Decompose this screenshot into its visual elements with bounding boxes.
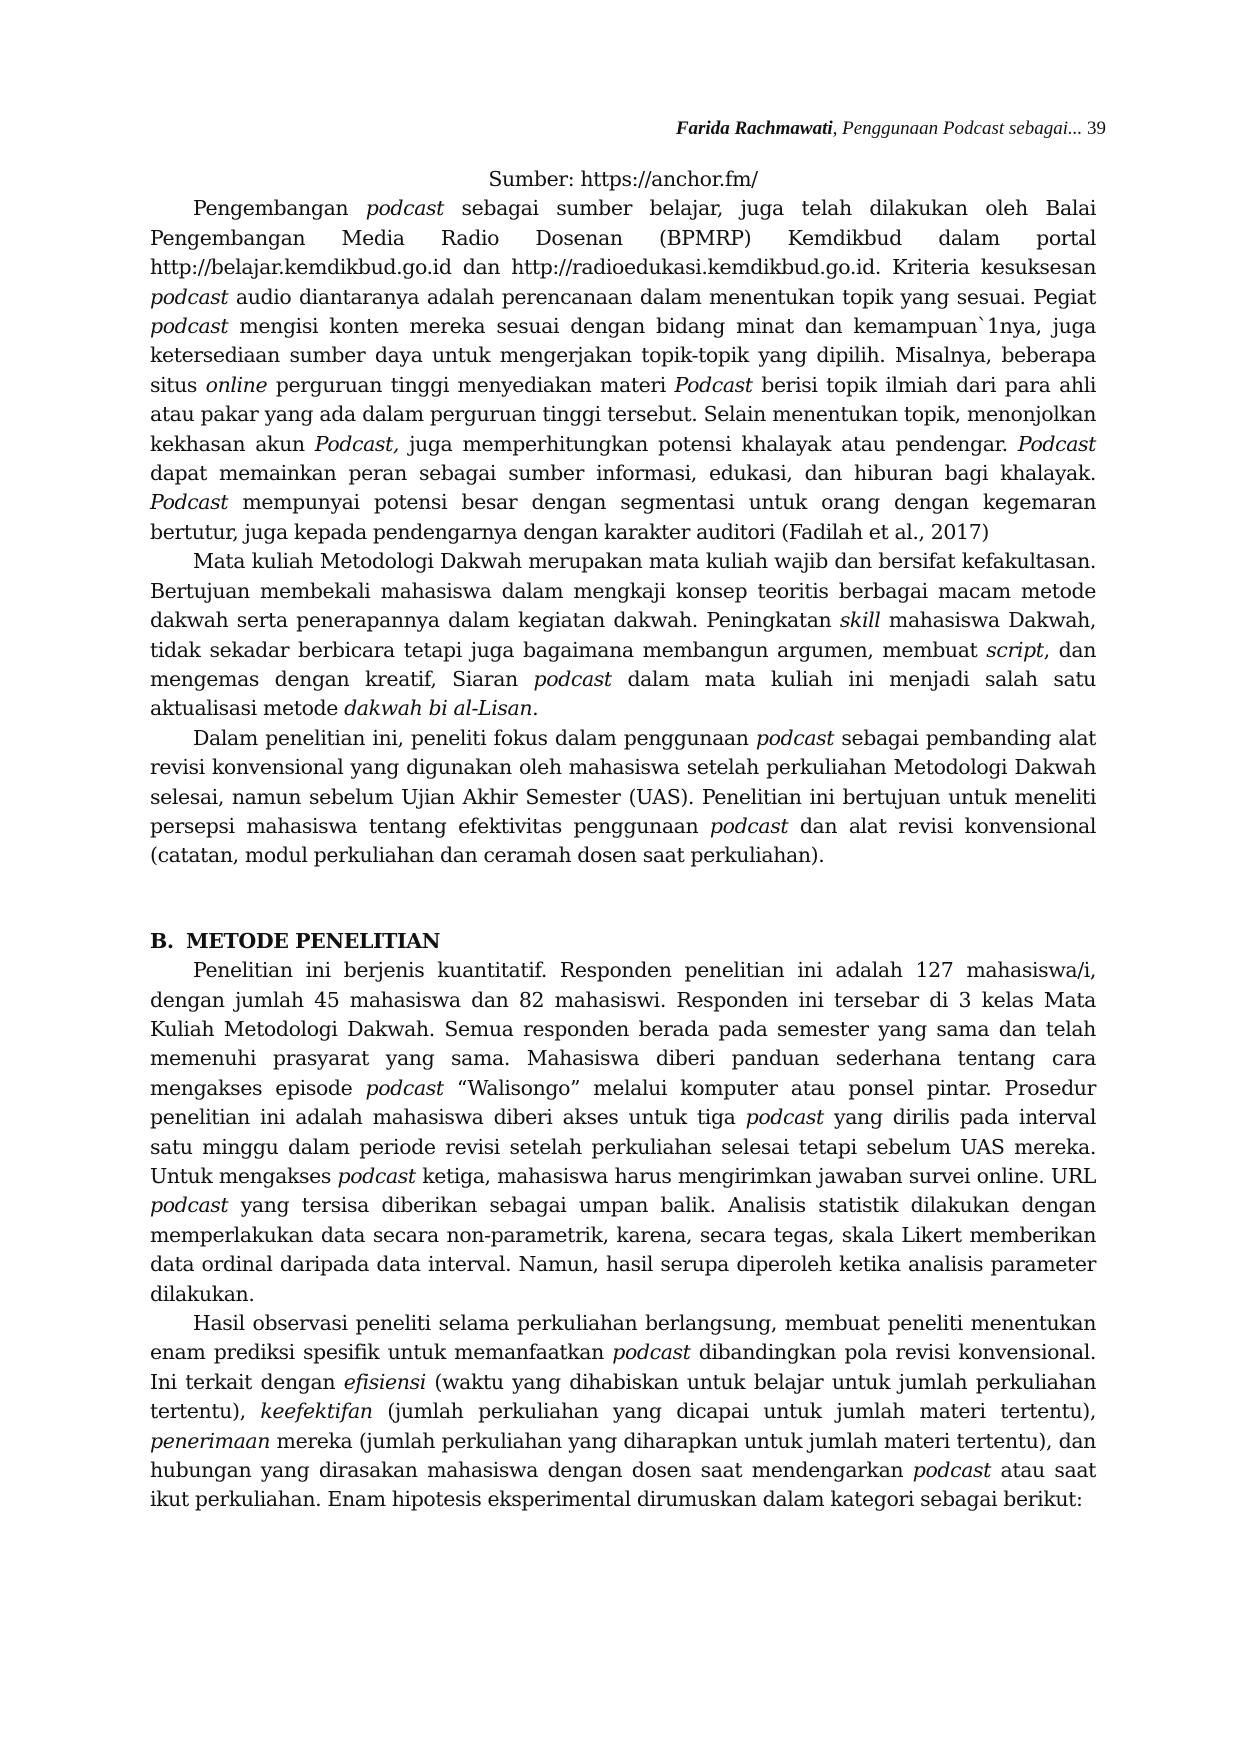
text-run: . <box>532 696 539 721</box>
italic-term: podcast <box>150 314 229 339</box>
text-run: dalam mata kuliah ini menjadi salah satu aktualisasi metode <box>150 666 1096 721</box>
text-run: dapat memainkan peran sebagai sumber informasi, edukasi, dan hiburan bagi khalayak. <box>150 461 1096 486</box>
text-run: atau saat ikut perkuliahan. Enam hipotesis eksperimental dirumuskan dalam kategori sebagai berikut: <box>150 1458 1096 1512</box>
paragraph <box>150 194 1096 547</box>
text-run: sebagai pembanding alat revisi konvensional yang digunakan oleh mahasiswa setelah perkuliahan Metodologi Dakwah selesai, namun sebelum Ujian Akhir Semester (UAS). Penelitian ini bertujuan untuk meneliti persepsi mahasiswa tentang efektivitas penggunaan <box>150 725 1096 838</box>
section-number: B. <box>150 928 174 953</box>
running-header <box>676 118 1106 140</box>
text-run: mempunyai potensi besar dengan segmentasi untuk orang dengan kegemaran bertutur, juga kepada pendengarnya dengan karakter auditori (Fadilah et al., 2017) <box>150 490 1096 544</box>
figure-source-caption: Sumber: https://anchor.fm/ <box>488 167 758 191</box>
text-run: mereka (jumlah perkuliahan yang diharapkan untuk jumlah materi tertentu), dan hubungan yang dirasakan mahasiswa dengan dosen saat mendengarkan <box>150 1428 1096 1483</box>
text-run: perguruan tinggi menyediakan materi <box>267 372 675 397</box>
intro-paragraphs <box>150 194 1096 870</box>
italic-term: podcast <box>337 1164 416 1188</box>
italic-term: podcast <box>912 1458 991 1483</box>
italic-term: podcast <box>533 666 612 691</box>
text-run: yang tersisa diberikan sebagai umpan balik. Analisis statistik dilakukan dengan memperlakukan data secara non-parametrik, karena, secara tegas, skala Likert memberikan data ordinal daripada data interval. Namun, hasil serupa diperoleh ketika analisis parameter dilakukan. <box>150 1193 1096 1306</box>
page-number: 39 <box>1087 118 1106 139</box>
italic-term: podcast <box>612 1340 691 1365</box>
body-text <box>150 165 1096 1515</box>
paragraph <box>150 1309 1096 1515</box>
italic-term: Podcast <box>150 490 229 515</box>
header-title: , Penggunaan Podcast sebagai... <box>832 118 1083 139</box>
italic-term: Podcast, <box>314 431 399 456</box>
italic-term: Podcast <box>1017 431 1096 456</box>
text-run: mahasiswa Dakwah, tidak sekadar berbicara tetapi juga bagaimana membangun argumen, membuat <box>150 608 1096 662</box>
text-run: dan alat revisi konvensional (catatan, modul perkuliahan dan ceramah dosen saat perkuliahan). <box>150 813 1096 868</box>
text-run: (waktu yang dihabiskan untuk belajar untuk jumlah perkuliahan tertentu), <box>150 1369 1097 1424</box>
paragraph <box>150 724 1096 871</box>
italic-term: podcast <box>365 1075 444 1100</box>
italic-term: podcast <box>745 1105 824 1130</box>
section-title: METODE PENELITIAN <box>186 928 441 953</box>
text-run: sebagai sumber belajar, juga telah dilakukan oleh Balai Pengembangan Media Radio Dosenan (BPMRP) Kemdikbud dalam portal http://belajar.kemdikbud.go.id dan http://radioedukasi.kemdikbud.go.id. Kriteria kesuksesan <box>150 196 1096 280</box>
italic-term: podcast <box>365 196 444 221</box>
italic-term: podcast <box>150 1193 229 1218</box>
header-author: Farida Rachmawati <box>675 118 833 139</box>
text-run: Mata kuliah Metodologi Dakwah merupakan mata kuliah wajib dan bersifat kefakultasan. Bertujuan membekali mahasiswa dalam mengkaji konsep teoritis berbagai macam metode dakwah serta penerapannya dalam kegiatan dakwah. Peningkatan <box>150 549 1096 633</box>
section-paragraphs <box>150 956 1096 1515</box>
text-run: yang dirilis pada interval satu minggu dalam periode revisi setelah perkuliahan selesai tetapi sebelum UAS mereka. Untuk mengakses <box>150 1105 1097 1188</box>
text-run: audio diantaranya adalah perencanaan dalam menentukan topik yang sesuai. Pegiat <box>228 284 1096 309</box>
italic-term: efisiensi <box>343 1369 426 1394</box>
paragraph <box>150 956 1096 1309</box>
text-run: dibandingkan pola revisi konvensional. Ini terkait dengan <box>150 1340 1097 1394</box>
italic-term: dakwah bi al-Lisan <box>344 696 533 721</box>
text-run: , dan mengemas dengan kreatif, Siaran <box>150 637 1096 691</box>
italic-term: skill <box>839 608 881 633</box>
text-run: Penelitian ini berjenis kuantitatif. Responden penelitian ini adalah 127 mahasiswa/i, dengan jumlah 45 mahasiswa dan 82 mahasiswi. Responden ini tersebar di 3 kelas Mata Kuliah Metodologi Dakwah. Semua responden berada pada semester yang sama dan telah memenuhi prasyarat yang sama. Mahasiswa diberi panduan sederhana tentang cara mengakses episode <box>150 958 1096 1100</box>
text-run: Pengembangan <box>193 196 366 221</box>
text-run: (jumlah perkuliahan yang dicapai untuk jumlah materi tertentu), <box>372 1399 1096 1424</box>
italic-term: penerimaan <box>150 1428 271 1453</box>
text-run: Hasil observasi peneliti selama perkuliahan berlangsung, membuat peneliti menentukan enam prediksi spesifik untuk memanfaatkan <box>150 1311 1096 1365</box>
text-run: juga memperhitungkan potensi khalayak atau pendengar. <box>398 431 1018 456</box>
italic-term: script <box>986 637 1044 662</box>
italic-term: podcast <box>755 725 835 750</box>
italic-term: keefektifan <box>260 1399 373 1424</box>
text-run: “Walisongo” melalui komputer atau ponsel pintar. Prosedur penelitian ini adalah mahasiswa diberi akses untuk tiga <box>150 1075 1096 1130</box>
text-run: Dalam penelitian ini, peneliti fokus dalam penggunaan <box>193 725 756 750</box>
text-run: mengisi konten mereka sesuai dengan bidang minat dan kemampuan`1nya, juga ketersediaan sumber daya untuk mengerjakan topik-topik yang dipilih. Misalnya, beberapa situs <box>150 314 1096 397</box>
text-run: ketiga, mahasiswa harus mengirimkan jawaban survei online. URL <box>415 1164 1096 1188</box>
italic-term: online <box>205 372 268 397</box>
italic-term: podcast <box>150 284 229 309</box>
text-run: berisi topik ilmiah dari para ahli atau pakar yang ada dalam perguruan tinggi tersebut. Selain menentukan topik, menonjolkan kekhasan akun <box>150 372 1097 456</box>
italic-term: Podcast <box>674 372 753 397</box>
paragraph <box>150 547 1096 723</box>
section-heading <box>150 927 1096 956</box>
italic-term: podcast <box>709 813 789 838</box>
